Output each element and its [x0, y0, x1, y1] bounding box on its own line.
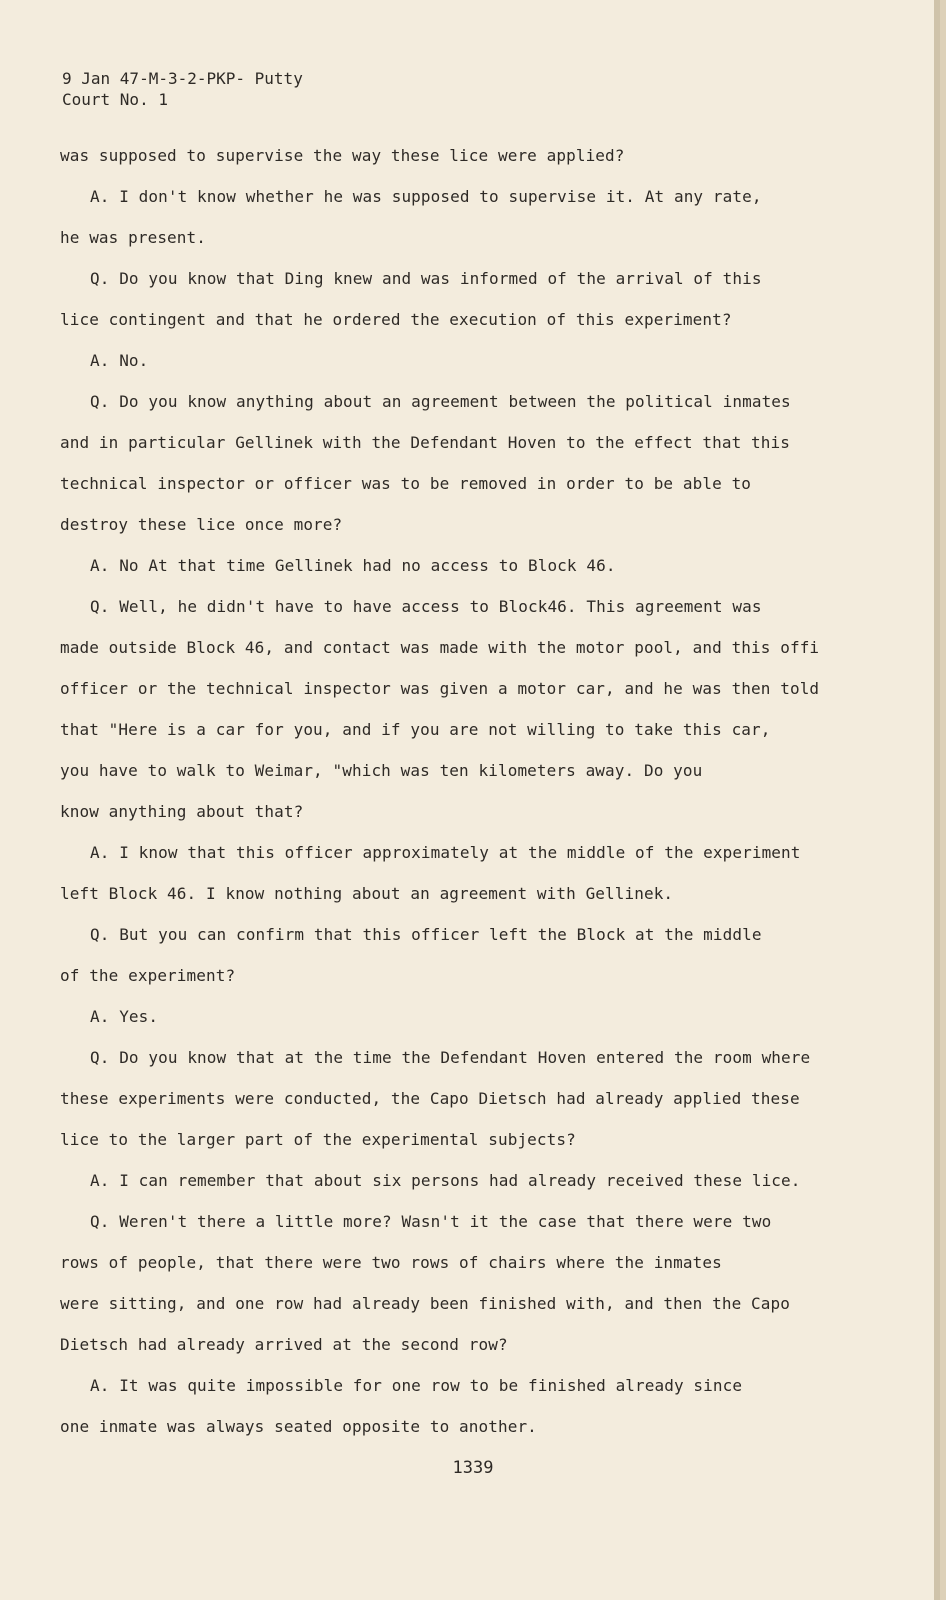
transcript-line-8: and in particular Gellinek with the Defendant Hoven to the effect that this	[60, 433, 790, 452]
transcript-line-16: you have to walk to Weimar, "which was ten kilometers away. Do you	[60, 761, 703, 780]
transcript-line-17: know anything about that?	[60, 802, 304, 821]
transcript-line-26: A. I can remember that about six persons had already received these lice.	[90, 1171, 801, 1190]
transcript-line-6: A. No.	[90, 351, 149, 370]
transcript-line-28: rows of people, that there were two rows of chairs where the inmates	[60, 1253, 722, 1272]
transcript-line-29: were sitting, and one row had already been finished with, and then the Capo	[60, 1294, 790, 1313]
transcript-line-23: Q. Do you know that at the time the Defendant Hoven entered the room where	[90, 1048, 811, 1067]
page-edge-divider	[934, 0, 940, 1600]
transcript-line-2: A. I don't know whether he was supposed to supervise it. At any rate,	[90, 187, 762, 206]
page-number: 1339	[452, 1458, 494, 1478]
transcript-line-14: officer or the technical inspector was given a motor car, and he was then told	[60, 679, 820, 698]
transcript-line-9: technical inspector or officer was to be removed in order to be able to	[60, 474, 752, 493]
transcript-line-11: A. No At that time Gellinek had no access to Block 46.	[90, 556, 616, 575]
transcript-line-21: of the experiment?	[60, 966, 236, 985]
transcript-line-31: A. It was quite impossible for one row to be finished already since	[90, 1376, 743, 1395]
transcript-line-13: made outside Block 46, and contact was made with the motor pool, and this offi	[60, 638, 820, 657]
transcript-line-20: Q. But you can confirm that this officer left the Block at the middle	[90, 925, 762, 944]
transcript-line-3: he was present.	[60, 228, 206, 247]
document-header	[62, 68, 303, 110]
transcript-line-27: Q. Weren't there a little more? Wasn't it the case that there were two	[90, 1212, 772, 1231]
transcript-line-32: one inmate was always seated opposite to another.	[60, 1417, 537, 1436]
transcript-line-19: left Block 46. I know nothing about an agreement with Gellinek.	[60, 884, 674, 903]
transcript-line-4: Q. Do you know that Ding knew and was informed of the arrival of this	[90, 269, 762, 288]
transcript-line-30: Dietsch had already arrived at the second row?	[60, 1335, 508, 1354]
transcript-line-7: Q. Do you know anything about an agreement between the political inmates	[90, 392, 791, 411]
transcript-line-10: destroy these lice once more?	[60, 515, 343, 534]
transcript-line-18: A. I know that this officer approximately at the middle of the experiment	[90, 843, 801, 862]
transcript-line-24: these experiments were conducted, the Capo Dietsch had already applied these	[60, 1089, 800, 1108]
transcript-line-25: lice to the larger part of the experimental subjects?	[60, 1130, 576, 1149]
header-line-1: 9 Jan 47-M-3-2-PKP- Putty	[62, 69, 303, 88]
transcript-line-22: A. Yes.	[90, 1007, 159, 1026]
header-line-2: Court No. 1	[62, 90, 168, 109]
transcript-body	[60, 146, 890, 1458]
transcript-line-1: was supposed to supervise the way these lice were applied?	[60, 146, 625, 165]
transcript-line-5: lice contingent and that he ordered the execution of this experiment?	[60, 310, 732, 329]
transcript-line-12: Q. Well, he didn't have to have access to Block46. This agreement was	[90, 597, 762, 616]
transcript-line-15: that "Here is a car for you, and if you are not willing to take this car,	[60, 720, 771, 739]
